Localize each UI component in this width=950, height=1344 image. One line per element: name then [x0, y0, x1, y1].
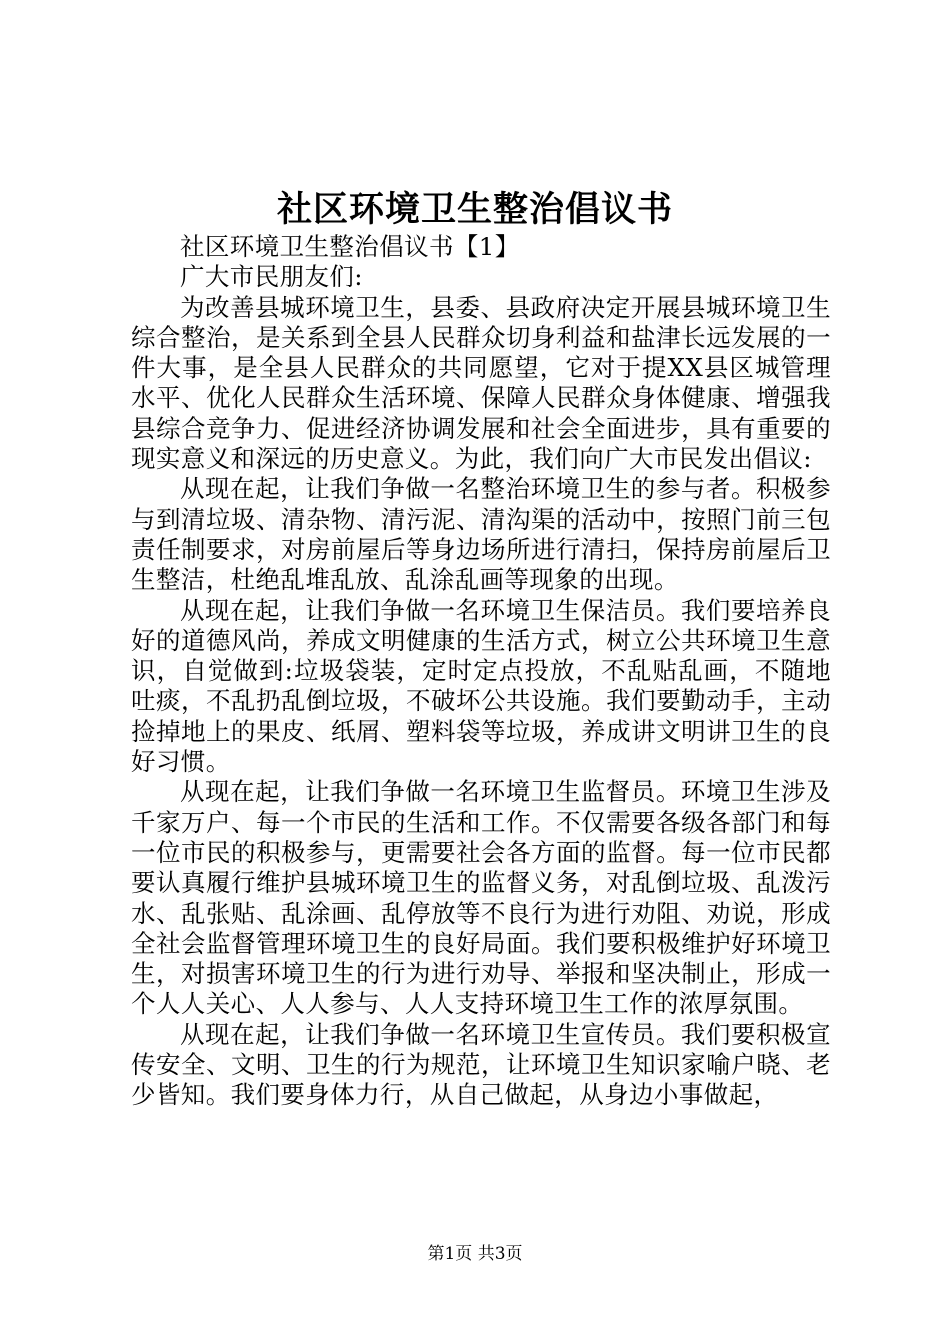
- salutation: 广大市民朋友们:: [180, 262, 363, 292]
- section-heading: 社区环境卫生整治倡议书【1】: [180, 232, 520, 261]
- document-body: [131, 232, 831, 1111]
- paragraph-cleaner: 从现在起，让我们争做一名环境卫生保洁员。我们要培养良好的道德风尚，养成文明健康的生活方式，树立公共环境卫生意识，自觉做到:垃圾袋装，定时定点投放，不乱贴乱画，不随地吐痰，不乱扔乱倒垃圾，不破坏公共设施。我们要勤动手，主动捡掉地上的果皮、纸屑、塑料袋等垃圾，养成讲文明讲卫生的良好习惯。: [131, 595, 831, 777]
- paragraph-promoter: 从现在起，让我们争做一名环境卫生宣传员。我们要积极宣传安全、文明、卫生的行为规范，让环境卫生知识家喻户晓、老少皆知。我们要身体力行，从自己做起，从身边小事做起，: [131, 1019, 831, 1110]
- page-footer: 第1页 共3页: [427, 1244, 523, 1264]
- paragraph-intro: 为改善县城环境卫生，县委、县政府决定开展县城环境卫生综合整治，是关系到全县人民群众切身利益和盐津长远发展的一件大事，是全县人民群众的共同愿望，它对于提XX县区城管理水平、优化人民群众生活环境、保障人民群众身体健康、增强我县综合竞争力、促进经济协调发展和社会全面进步，具有重要的现实意义和深远的历史意义。为此，我们向广大市民发出倡议:: [131, 292, 831, 474]
- paragraph-participant: 从现在起，让我们争做一名整治环境卫生的参与者。积极参与到清垃圾、清杂物、清污泥、清沟渠的活动中，按照门前三包责任制要求，对房前屋后等身边场所进行清扫，保持房前屋后卫生整洁，杜绝乱堆乱放、乱涂乱画等现象的出现。: [131, 474, 831, 595]
- document-title: 社区环境卫生整治倡议书: [276, 189, 673, 230]
- paragraph-supervisor: 从现在起，让我们争做一名环境卫生监督员。环境卫生涉及千家万户、每一个市民的生活和工作。不仅需要各级各部门和每一位市民的积极参与，更需要社会各方面的监督。每一位市民都要认真履行维护县城环境卫生的监督义务，对乱倒垃圾、乱泼污水、乱张贴、乱涂画、乱停放等不良行为进行劝阻、劝说，形成全社会监督管理环境卫生的良好局面。我们要积极维护好环境卫生，对损害环境卫生的行为进行劝导、举报和坚决制止，形成一个人人关心、人人参与、人人支持环境卫生工作的浓厚氛围。: [131, 777, 831, 1019]
